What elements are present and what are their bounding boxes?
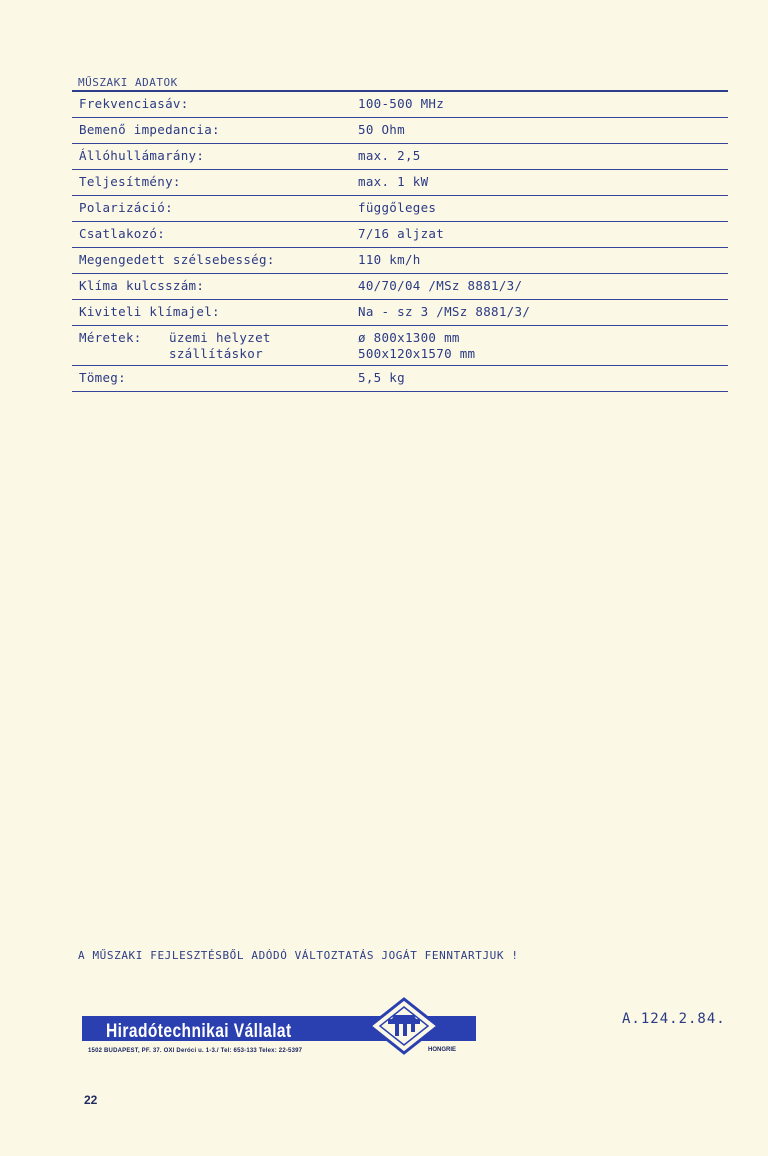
weight-value: 5,5 kg [358,370,405,385]
spec-label: Megengedett szélsebesség: [79,252,275,267]
spec-row [72,274,728,300]
dimensions-operating-label: üzemi helyzet [169,330,271,345]
spec-row [72,222,728,248]
spec-value: 110 km/h [358,252,421,267]
spec-label: Polarizáció: [79,200,173,215]
spec-row [72,118,728,144]
spec-label: Csatlakozó: [79,226,166,241]
spec-value: 50 Ohm [358,122,405,137]
company-name: Hiradótechnikai Vállalat [106,1021,292,1042]
spec-label: Bemenő impedancia: [79,122,220,137]
spec-label: Teljesítmény: [79,174,181,189]
spec-value: Na - sz 3 /MSz 8881/3/ [358,304,531,319]
company-address: 1502 BUDAPEST, PF. 37. OXI Deróci u. 1-3./ Tel: 653-133 Telex: 22-5397 [88,1048,303,1054]
dimensions-label: Méretek: [79,330,142,345]
rights-notice: A MŰSZAKI FEJLESZTÉSBŐL ADÓDÓ VÁLTOZTATÁS JOGÁT FENNTARTJUK ! [78,949,519,962]
spec-value: 40/70/04 /MSz 8881/3/ [358,278,523,293]
spec-value: függőleges [358,200,437,215]
page-number: 22 [84,1093,98,1107]
spec-row [72,300,728,326]
company-country: HONGRIE [428,1047,457,1053]
weight-label: Tömeg: [79,370,126,385]
spec-label: Állóhullámarány: [79,148,205,163]
spec-row [72,248,728,274]
dimensions-values [350,326,728,365]
spec-row [72,170,728,196]
spec-value: 100-500 MHz [358,96,445,111]
spec-value: max. 2,5 [358,148,421,163]
document-code: A.124.2.84. [622,1011,726,1027]
spec-label: Kiviteli klímajel: [79,304,220,319]
spec-table [72,90,728,392]
spec-label: Frekvenciasáv: [79,96,189,111]
spec-row [72,196,728,222]
dimensions-row [72,326,728,366]
dimensions-transport-value: 500x120x1570 mm [358,346,476,361]
dimensions-transport-label: szállításkor [169,346,263,361]
spec-value: max. 1 kW [358,174,429,189]
company-logo-block [82,1013,476,1055]
spec-row [72,92,728,118]
spec-row [72,144,728,170]
section-title: MŰSZAKI ADATOK [78,76,178,89]
spec-value: 7/16 aljzat [358,226,445,241]
dimensions-label-cell [72,326,350,365]
dimensions-operating-value: ø 800x1300 mm [358,330,460,345]
weight-row [72,366,728,392]
spec-label: Klíma kulcsszám: [79,278,205,293]
